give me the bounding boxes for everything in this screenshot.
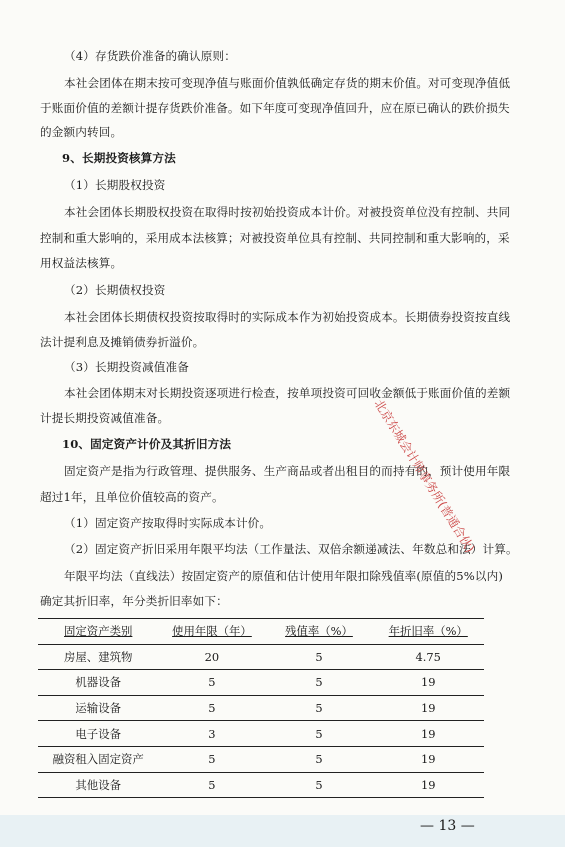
- subsection-heading: （2）长期债权投资: [64, 283, 166, 297]
- table-cell: 5: [265, 721, 372, 747]
- table-header: [38, 619, 158, 645]
- body-text-line: （1）固定资产按取得时实际成本计价。: [64, 516, 272, 530]
- table-cell: 19: [372, 695, 484, 721]
- table-header-label: 残值率（%）: [285, 624, 353, 639]
- table-row: [38, 772, 484, 798]
- section-heading-long-term-investment: 9、长期投资核算方法: [62, 151, 176, 165]
- footer-bar: [0, 815, 565, 847]
- table-cell: 20: [158, 644, 265, 670]
- body-text-line: 控制和重大影响的，采用成本法核算；对被投资单位具有控制、共同控制和重大影响的，采: [40, 231, 510, 245]
- body-text-line: 超过1年，且单位价值较高的资产。: [40, 490, 224, 504]
- table-cell: 19: [372, 772, 484, 798]
- body-text-line: 本社会团体长期股权投资在取得时按初始投资成本计价。对被投资单位没有控制、共同: [64, 205, 511, 219]
- table-cell: 19: [372, 721, 484, 747]
- body-text-line: 于账面价值的差额计提存货跌价准备。如下年度可变现净值回升，应在原已确认的跌价损失: [40, 101, 510, 115]
- table-cell: 5: [265, 644, 372, 670]
- table-cell: 5: [158, 746, 265, 772]
- table-row: [38, 644, 484, 670]
- section-heading-fixed-assets: 10、固定资产计价及其折旧方法: [62, 437, 232, 451]
- table-header-label: 年折旧率（%）: [388, 624, 468, 639]
- body-text-line: 确定其折旧率，年分类折旧率如下：: [40, 594, 228, 608]
- depreciation-rate-table: [38, 618, 484, 798]
- table-cell: 房屋、建筑物: [38, 644, 158, 670]
- body-text-line: 计提长期投资减值准备。: [40, 411, 170, 425]
- table-cell: 5: [265, 670, 372, 696]
- table-cell: 5: [158, 695, 265, 721]
- body-text-line: 法计提利息及摊销债券折溢价。: [40, 335, 205, 349]
- table-row: [38, 695, 484, 721]
- table-row: [38, 746, 484, 772]
- table-cell: 5: [158, 772, 265, 798]
- page-number: — 13 —: [420, 818, 475, 834]
- table-header-row: [38, 619, 484, 645]
- body-text-line: （2）固定资产折旧采用年限平均法（工作量法、双倍余额递减法、年数总和法）计算。: [64, 542, 518, 556]
- table-header: [265, 619, 372, 645]
- body-text-line: 年限平均法（直线法）按固定资产的原值和估计使用年限扣除残值率(原值的5%以内): [64, 569, 504, 583]
- table-header-label: 固定资产类别: [64, 624, 133, 639]
- body-text-line: 用权益法核算。: [40, 256, 123, 270]
- body-text-line: 本社会团体在期末按可变现净值与账面价值孰低确定存货的期末价值。对可变现净值低: [64, 76, 511, 90]
- subsection-heading: （1）长期股权投资: [64, 178, 166, 192]
- table-row: [38, 721, 484, 747]
- table-cell: 5: [265, 772, 372, 798]
- table-cell: 机器设备: [38, 670, 158, 696]
- table-cell: 3: [158, 721, 265, 747]
- body-text-line: 本社会团体长期债权投资按取得时的实际成本作为初始投资成本。长期债券投资按直线: [64, 310, 511, 324]
- firm-seal-stamp: 北京东城会计师事务所(普通合伙): [371, 397, 478, 555]
- body-text-line: 固定资产是指为行政管理、提供服务、生产商品或者出租目的而持有的，预计使用年限: [64, 464, 511, 478]
- table-cell: 运输设备: [38, 695, 158, 721]
- table-cell: 5: [265, 746, 372, 772]
- table-cell: 19: [372, 670, 484, 696]
- body-text-line: 本社会团体期末对长期投资逐项进行检查，按单项投资可回收金额低于账面价值的差额: [64, 386, 511, 400]
- table-header-label: 使用年限（年）: [172, 624, 252, 639]
- table-row: [38, 670, 484, 696]
- table-cell: 融资租入固定资产: [38, 746, 158, 772]
- table-cell: 4.75: [372, 644, 484, 670]
- table-header: [158, 619, 265, 645]
- table-cell: 5: [158, 670, 265, 696]
- inventory-principle-heading: （4）存货跌价准备的确认原则：: [64, 49, 236, 63]
- table-cell: 5: [265, 695, 372, 721]
- table-header: [372, 619, 484, 645]
- body-text-line: 的金额内转回。: [40, 125, 123, 139]
- table-cell: 19: [372, 746, 484, 772]
- subsection-heading: （3）长期投资减值准备: [64, 360, 189, 374]
- table-cell: 其他设备: [38, 772, 158, 798]
- table-cell: 电子设备: [38, 721, 158, 747]
